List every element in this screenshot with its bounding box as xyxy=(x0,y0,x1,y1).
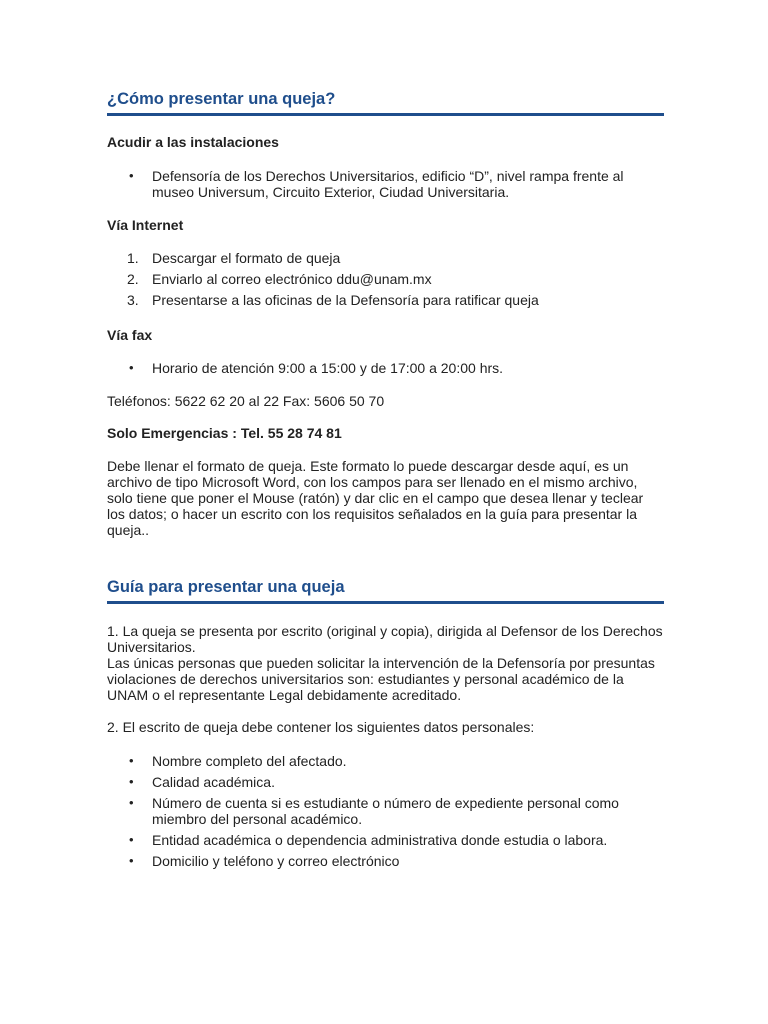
internet-block xyxy=(107,216,664,234)
list-item: • Nombre completo del afectado. xyxy=(107,753,664,769)
instructions-paragraph: Debe llenar el formato de queja. Este formato lo puede descargar desde aquí, es un archivo de tipo Microsoft Word, con los campos para ser llenado en el mismo archivo, solo tiene que poner el Mouse (ratón) y dar clic en el campo que desea llenar y teclear los datos; o hacer un escrito con los requisitos señalados en la guía para presentar la queja.. xyxy=(107,458,644,538)
item-number: 1. xyxy=(127,250,139,266)
list-item xyxy=(107,271,664,287)
acudir-heading: Acudir a las instalaciones xyxy=(107,134,279,150)
guide-point-1: 1. La queja se presenta por escrito (original y copia), dirigida al Defensor de los Derechos Universitarios. xyxy=(107,623,663,655)
item-text: Enviarlo al correo electrónico ddu@unam.mx xyxy=(152,271,432,287)
fax-heading: Vía fax xyxy=(107,327,153,343)
section-how-to-file xyxy=(107,89,664,109)
item-text: Descargar el formato de queja xyxy=(152,250,341,266)
acudir-block xyxy=(107,133,664,151)
list-item: • Defensoría de los Derechos Universitarios, edificio “D”, nivel rampa frente al museo Universum, Circuito Exterior, Ciudad Universitaria. xyxy=(107,168,664,200)
internet-list xyxy=(107,250,664,308)
telefonos-text: Teléfonos: 5622 62 20 al 22 Fax: 5606 50 70 xyxy=(107,393,385,409)
acudir-list xyxy=(107,168,664,200)
list-item xyxy=(107,250,664,266)
emergencias-text: Solo Emergencias : Tel. 55 28 74 81 xyxy=(107,425,342,441)
list-item: • Entidad académica o dependencia administrativa donde estudia o labora. xyxy=(107,832,664,848)
title-rule xyxy=(107,601,664,604)
personal-data-list xyxy=(107,753,664,869)
section-guide xyxy=(107,577,664,597)
guide-point-2: 2. El escrito de queja debe contener los siguientes datos personales: xyxy=(107,719,535,735)
list-item: • Calidad académica. xyxy=(107,774,664,790)
section-title: ¿Cómo presentar una queja? xyxy=(107,90,336,108)
guide-point-1-detail: Las únicas personas que pueden solicitar la intervención de la Defensoría por presuntas violaciones de derechos universitarios son: estudiantes y personal académico de la UNAM o el representante Legal debidamente acreditado. xyxy=(107,655,655,703)
item-number: 2. xyxy=(127,271,139,287)
item-text: Presentarse a las oficinas de la Defensoría para ratificar queja xyxy=(152,292,539,308)
list-item xyxy=(107,292,664,308)
item-number: 3. xyxy=(127,292,139,308)
list-item: • Número de cuenta si es estudiante o número de expediente personal como miembro del personal académico. xyxy=(107,795,664,827)
title-rule xyxy=(107,113,664,116)
section-title: Guía para presentar una queja xyxy=(107,578,345,596)
list-item: • Domicilio y teléfono y correo electrónico xyxy=(107,853,664,869)
internet-heading: Vía Internet xyxy=(107,217,184,233)
fax-block xyxy=(107,326,664,344)
list-item: • Horario de atención 9:00 a 15:00 y de 17:00 a 20:00 hrs. xyxy=(107,360,664,376)
fax-list xyxy=(107,360,664,376)
